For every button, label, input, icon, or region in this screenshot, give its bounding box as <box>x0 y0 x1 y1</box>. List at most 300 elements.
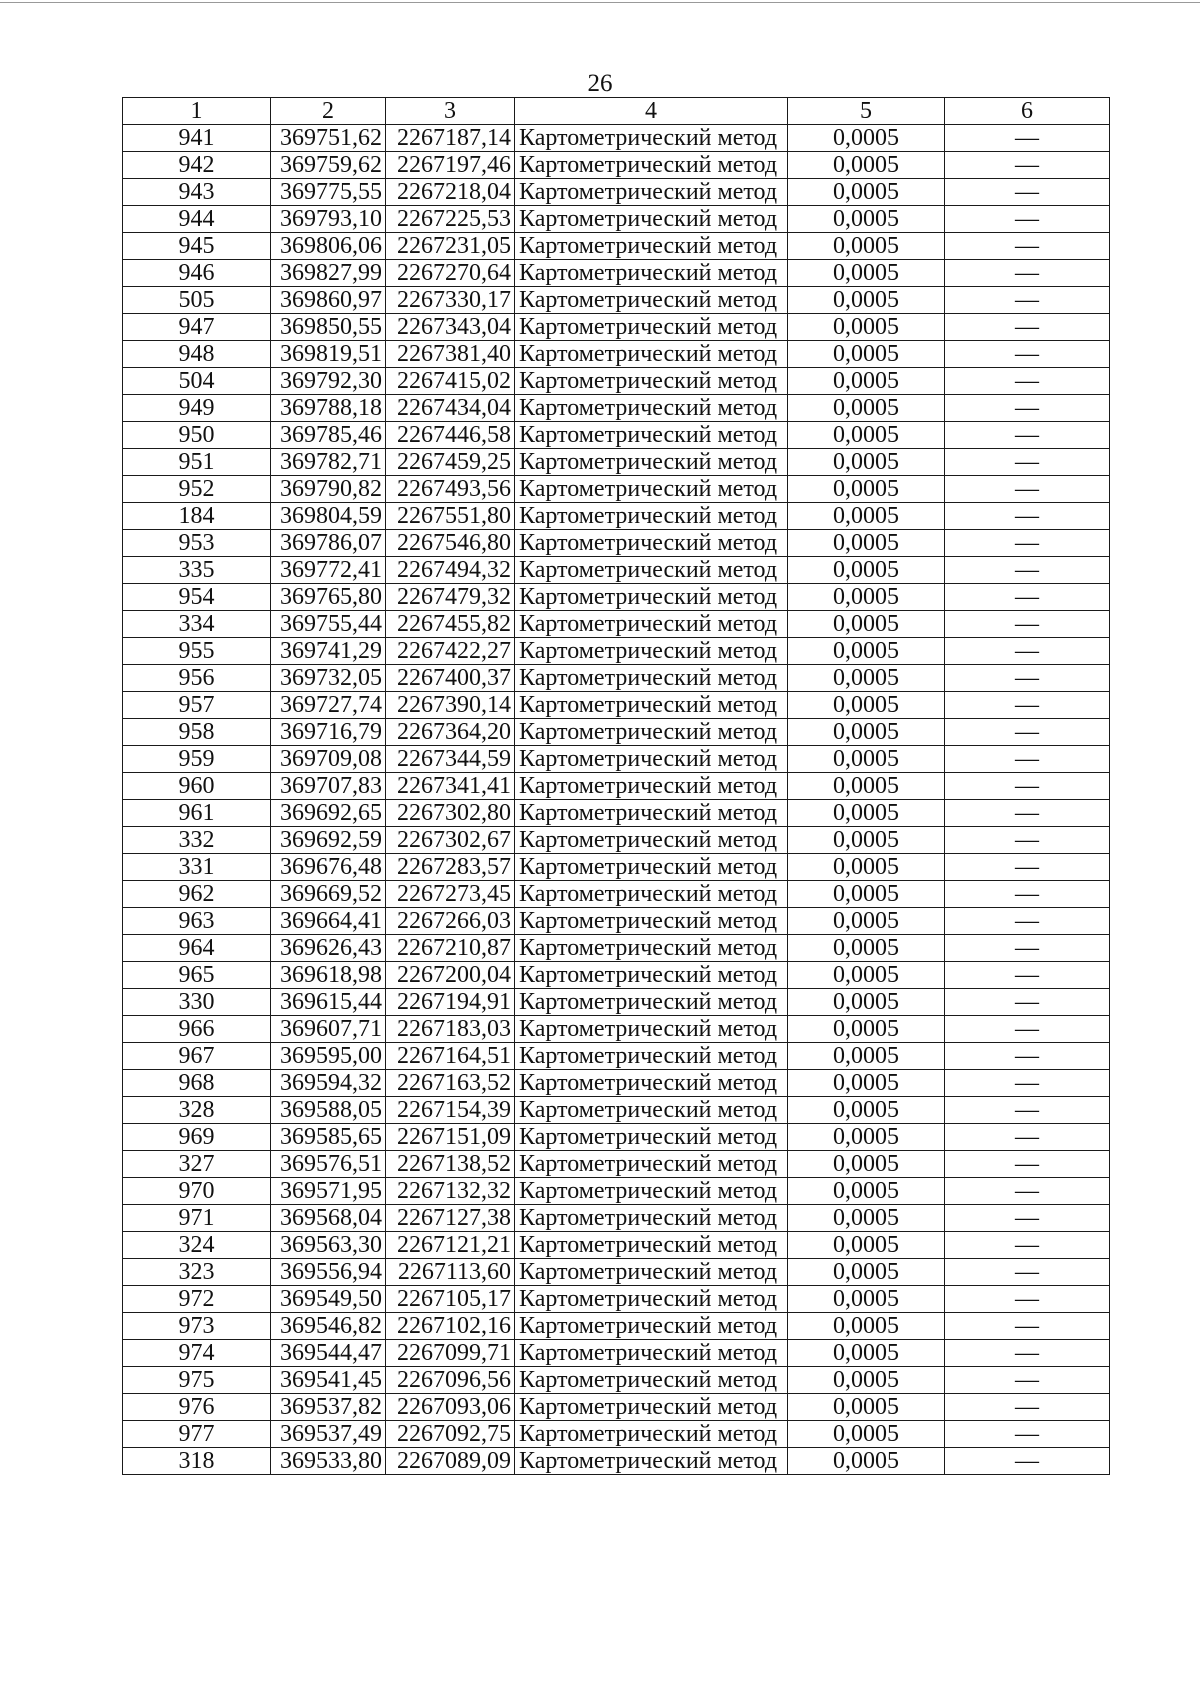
table-row <box>123 881 1110 908</box>
point-number-cell: 950 <box>123 422 271 449</box>
y-coordinate-cell: 2267197,46 <box>386 152 515 179</box>
note-cell: — <box>945 665 1110 692</box>
point-number-cell: 505 <box>123 287 271 314</box>
point-number-cell: 969 <box>123 1124 271 1151</box>
y-coordinate-cell: 2267493,56 <box>386 476 515 503</box>
accuracy-cell: 0,0005 <box>788 989 945 1016</box>
x-coordinate-cell: 369563,30 <box>271 1232 386 1259</box>
method-cell: Картометрический метод <box>515 503 788 530</box>
point-number-cell: 970 <box>123 1178 271 1205</box>
x-coordinate-cell: 369533,80 <box>271 1448 386 1475</box>
accuracy-cell: 0,0005 <box>788 1421 945 1448</box>
method-cell: Картометрический метод <box>515 1286 788 1313</box>
table-row <box>123 1232 1110 1259</box>
accuracy-cell: 0,0005 <box>788 503 945 530</box>
accuracy-cell: 0,0005 <box>788 1394 945 1421</box>
method-cell: Картометрический метод <box>515 422 788 449</box>
accuracy-cell: 0,0005 <box>788 611 945 638</box>
note-cell: — <box>945 1448 1110 1475</box>
accuracy-cell: 0,0005 <box>788 1043 945 1070</box>
table-row <box>123 935 1110 962</box>
method-cell: Картометрический метод <box>515 638 788 665</box>
accuracy-cell: 0,0005 <box>788 1232 945 1259</box>
y-coordinate-cell: 2267381,40 <box>386 341 515 368</box>
x-coordinate-cell: 369786,07 <box>271 530 386 557</box>
note-cell: — <box>945 638 1110 665</box>
y-coordinate-cell: 2267283,57 <box>386 854 515 881</box>
y-coordinate-cell: 2267546,80 <box>386 530 515 557</box>
method-cell: Картометрический метод <box>515 233 788 260</box>
note-cell: — <box>945 584 1110 611</box>
point-number-cell: 966 <box>123 1016 271 1043</box>
point-number-cell: 946 <box>123 260 271 287</box>
point-number-cell: 942 <box>123 152 271 179</box>
y-coordinate-cell: 2267551,80 <box>386 503 515 530</box>
table-row <box>123 314 1110 341</box>
table-row <box>123 611 1110 638</box>
table-body <box>123 125 1110 1475</box>
table-row <box>123 1259 1110 1286</box>
method-cell: Картометрический метод <box>515 800 788 827</box>
point-number-cell: 949 <box>123 395 271 422</box>
note-cell: — <box>945 206 1110 233</box>
y-coordinate-cell: 2267415,02 <box>386 368 515 395</box>
method-cell: Картометрический метод <box>515 314 788 341</box>
table-row <box>123 1448 1110 1475</box>
method-cell: Картометрический метод <box>515 1124 788 1151</box>
x-coordinate-cell: 369556,94 <box>271 1259 386 1286</box>
table-row <box>123 989 1110 1016</box>
y-coordinate-cell: 2267200,04 <box>386 962 515 989</box>
x-coordinate-cell: 369716,79 <box>271 719 386 746</box>
y-coordinate-cell: 2267341,41 <box>386 773 515 800</box>
y-coordinate-cell: 2267099,71 <box>386 1340 515 1367</box>
point-number-cell: 972 <box>123 1286 271 1313</box>
coordinates-table <box>122 97 1110 1475</box>
table-row <box>123 1286 1110 1313</box>
table-row <box>123 1070 1110 1097</box>
table-row <box>123 773 1110 800</box>
table-row <box>123 287 1110 314</box>
note-cell: — <box>945 557 1110 584</box>
accuracy-cell: 0,0005 <box>788 719 945 746</box>
point-number-cell: 973 <box>123 1313 271 1340</box>
accuracy-cell: 0,0005 <box>788 962 945 989</box>
note-cell: — <box>945 1313 1110 1340</box>
x-coordinate-cell: 369727,74 <box>271 692 386 719</box>
accuracy-cell: 0,0005 <box>788 773 945 800</box>
y-coordinate-cell: 2267231,05 <box>386 233 515 260</box>
method-cell: Картометрический метод <box>515 476 788 503</box>
table-row <box>123 395 1110 422</box>
table-row <box>123 1151 1110 1178</box>
point-number-cell: 945 <box>123 233 271 260</box>
note-cell: — <box>945 692 1110 719</box>
point-number-cell: 331 <box>123 854 271 881</box>
y-coordinate-cell: 2267455,82 <box>386 611 515 638</box>
table-row <box>123 962 1110 989</box>
point-number-cell: 977 <box>123 1421 271 1448</box>
point-number-cell: 953 <box>123 530 271 557</box>
x-coordinate-cell: 369772,41 <box>271 557 386 584</box>
accuracy-cell: 0,0005 <box>788 1367 945 1394</box>
accuracy-cell: 0,0005 <box>788 287 945 314</box>
method-cell: Картометрический метод <box>515 908 788 935</box>
accuracy-cell: 0,0005 <box>788 1124 945 1151</box>
note-cell: — <box>945 1178 1110 1205</box>
table-row <box>123 530 1110 557</box>
note-cell: — <box>945 1124 1110 1151</box>
table-row <box>123 800 1110 827</box>
point-number-cell: 976 <box>123 1394 271 1421</box>
note-cell: — <box>945 1421 1110 1448</box>
note-cell: — <box>945 1259 1110 1286</box>
point-number-cell: 335 <box>123 557 271 584</box>
note-cell: — <box>945 1205 1110 1232</box>
column-header-2: 2 <box>271 98 386 125</box>
table-row <box>123 692 1110 719</box>
method-cell: Картометрический метод <box>515 341 788 368</box>
note-cell: — <box>945 530 1110 557</box>
method-cell: Картометрический метод <box>515 611 788 638</box>
point-number-cell: 334 <box>123 611 271 638</box>
x-coordinate-cell: 369806,06 <box>271 233 386 260</box>
method-cell: Картометрический метод <box>515 287 788 314</box>
y-coordinate-cell: 2267494,32 <box>386 557 515 584</box>
point-number-cell: 956 <box>123 665 271 692</box>
x-coordinate-cell: 369759,62 <box>271 152 386 179</box>
method-cell: Картометрический метод <box>515 1259 788 1286</box>
method-cell: Картометрический метод <box>515 1205 788 1232</box>
table-row <box>123 827 1110 854</box>
point-number-cell: 332 <box>123 827 271 854</box>
x-coordinate-cell: 369692,65 <box>271 800 386 827</box>
note-cell: — <box>945 260 1110 287</box>
x-coordinate-cell: 369782,71 <box>271 449 386 476</box>
table-row <box>123 125 1110 152</box>
accuracy-cell: 0,0005 <box>788 1178 945 1205</box>
point-number-cell: 964 <box>123 935 271 962</box>
x-coordinate-cell: 369707,83 <box>271 773 386 800</box>
note-cell: — <box>945 233 1110 260</box>
y-coordinate-cell: 2267390,14 <box>386 692 515 719</box>
method-cell: Картометрический метод <box>515 962 788 989</box>
method-cell: Картометрический метод <box>515 1421 788 1448</box>
note-cell: — <box>945 1232 1110 1259</box>
y-coordinate-cell: 2267194,91 <box>386 989 515 1016</box>
method-cell: Картометрический метод <box>515 584 788 611</box>
accuracy-cell: 0,0005 <box>788 881 945 908</box>
note-cell: — <box>945 1097 1110 1124</box>
y-coordinate-cell: 2267163,52 <box>386 1070 515 1097</box>
method-cell: Картометрический метод <box>515 773 788 800</box>
note-cell: — <box>945 908 1110 935</box>
x-coordinate-cell: 369827,99 <box>271 260 386 287</box>
point-number-cell: 318 <box>123 1448 271 1475</box>
method-cell: Картометрический метод <box>515 1097 788 1124</box>
method-cell: Картометрический метод <box>515 1232 788 1259</box>
note-cell: — <box>945 773 1110 800</box>
y-coordinate-cell: 2267434,04 <box>386 395 515 422</box>
x-coordinate-cell: 369676,48 <box>271 854 386 881</box>
method-cell: Картометрический метод <box>515 1394 788 1421</box>
x-coordinate-cell: 369785,46 <box>271 422 386 449</box>
note-cell: — <box>945 854 1110 881</box>
table-row <box>123 1043 1110 1070</box>
table-row <box>123 638 1110 665</box>
note-cell: — <box>945 152 1110 179</box>
y-coordinate-cell: 2267400,37 <box>386 665 515 692</box>
note-cell: — <box>945 125 1110 152</box>
method-cell: Картометрический метод <box>515 206 788 233</box>
note-cell: — <box>945 449 1110 476</box>
y-coordinate-cell: 2267210,87 <box>386 935 515 962</box>
method-cell: Картометрический метод <box>515 1016 788 1043</box>
point-number-cell: 974 <box>123 1340 271 1367</box>
page-number: 26 <box>587 70 613 97</box>
method-cell: Картометрический метод <box>515 1367 788 1394</box>
method-cell: Картометрический метод <box>515 557 788 584</box>
accuracy-cell: 0,0005 <box>788 341 945 368</box>
point-number-cell: 184 <box>123 503 271 530</box>
point-number-cell: 959 <box>123 746 271 773</box>
point-number-cell: 957 <box>123 692 271 719</box>
point-number-cell: 967 <box>123 1043 271 1070</box>
note-cell: — <box>945 179 1110 206</box>
table-row <box>123 1178 1110 1205</box>
y-coordinate-cell: 2267273,45 <box>386 881 515 908</box>
method-cell: Картометрический метод <box>515 1448 788 1475</box>
method-cell: Картометрический метод <box>515 260 788 287</box>
y-coordinate-cell: 2267225,53 <box>386 206 515 233</box>
point-number-cell: 971 <box>123 1205 271 1232</box>
x-coordinate-cell: 369607,71 <box>271 1016 386 1043</box>
note-cell: — <box>945 1394 1110 1421</box>
x-coordinate-cell: 369775,55 <box>271 179 386 206</box>
accuracy-cell: 0,0005 <box>788 638 945 665</box>
method-cell: Картометрический метод <box>515 1043 788 1070</box>
accuracy-cell: 0,0005 <box>788 1259 945 1286</box>
y-coordinate-cell: 2267343,04 <box>386 314 515 341</box>
table-row <box>123 1124 1110 1151</box>
point-number-cell: 961 <box>123 800 271 827</box>
table-row <box>123 449 1110 476</box>
table-row <box>123 1313 1110 1340</box>
x-coordinate-cell: 369594,32 <box>271 1070 386 1097</box>
x-coordinate-cell: 369571,95 <box>271 1178 386 1205</box>
method-cell: Картометрический метод <box>515 692 788 719</box>
note-cell: — <box>945 746 1110 773</box>
x-coordinate-cell: 369850,55 <box>271 314 386 341</box>
point-number-cell: 958 <box>123 719 271 746</box>
method-cell: Картометрический метод <box>515 827 788 854</box>
note-cell: — <box>945 1286 1110 1313</box>
method-cell: Картометрический метод <box>515 719 788 746</box>
x-coordinate-cell: 369626,43 <box>271 935 386 962</box>
y-coordinate-cell: 2267344,59 <box>386 746 515 773</box>
method-cell: Картометрический метод <box>515 530 788 557</box>
x-coordinate-cell: 369788,18 <box>271 395 386 422</box>
x-coordinate-cell: 369751,62 <box>271 125 386 152</box>
method-cell: Картометрический метод <box>515 368 788 395</box>
point-number-cell: 951 <box>123 449 271 476</box>
point-number-cell: 963 <box>123 908 271 935</box>
method-cell: Картометрический метод <box>515 125 788 152</box>
accuracy-cell: 0,0005 <box>788 800 945 827</box>
note-cell: — <box>945 1043 1110 1070</box>
point-number-cell: 952 <box>123 476 271 503</box>
note-cell: — <box>945 287 1110 314</box>
note-cell: — <box>945 719 1110 746</box>
x-coordinate-cell: 369537,82 <box>271 1394 386 1421</box>
table-row <box>123 503 1110 530</box>
method-cell: Картометрический метод <box>515 395 788 422</box>
accuracy-cell: 0,0005 <box>788 1313 945 1340</box>
x-coordinate-cell: 369585,65 <box>271 1124 386 1151</box>
table-row <box>123 422 1110 449</box>
note-cell: — <box>945 1070 1110 1097</box>
accuracy-cell: 0,0005 <box>788 935 945 962</box>
note-cell: — <box>945 395 1110 422</box>
table-row <box>123 854 1110 881</box>
note-cell: — <box>945 611 1110 638</box>
x-coordinate-cell: 369669,52 <box>271 881 386 908</box>
table-header <box>123 98 1110 125</box>
method-cell: Картометрический метод <box>515 1340 788 1367</box>
x-coordinate-cell: 369595,00 <box>271 1043 386 1070</box>
method-cell: Картометрический метод <box>515 152 788 179</box>
table-row <box>123 1421 1110 1448</box>
table-row <box>123 368 1110 395</box>
point-number-cell: 941 <box>123 125 271 152</box>
point-number-cell: 955 <box>123 638 271 665</box>
method-cell: Картометрический метод <box>515 449 788 476</box>
x-coordinate-cell: 369576,51 <box>271 1151 386 1178</box>
point-number-cell: 968 <box>123 1070 271 1097</box>
y-coordinate-cell: 2267266,03 <box>386 908 515 935</box>
y-coordinate-cell: 2267096,56 <box>386 1367 515 1394</box>
table-row <box>123 908 1110 935</box>
accuracy-cell: 0,0005 <box>788 584 945 611</box>
note-cell: — <box>945 1016 1110 1043</box>
x-coordinate-cell: 369819,51 <box>271 341 386 368</box>
column-header-3: 3 <box>386 98 515 125</box>
point-number-cell: 962 <box>123 881 271 908</box>
table-row <box>123 152 1110 179</box>
note-cell: — <box>945 1340 1110 1367</box>
x-coordinate-cell: 369709,08 <box>271 746 386 773</box>
x-coordinate-cell: 369588,05 <box>271 1097 386 1124</box>
accuracy-cell: 0,0005 <box>788 125 945 152</box>
note-cell: — <box>945 422 1110 449</box>
point-number-cell: 504 <box>123 368 271 395</box>
point-number-cell: 944 <box>123 206 271 233</box>
x-coordinate-cell: 369755,44 <box>271 611 386 638</box>
accuracy-cell: 0,0005 <box>788 233 945 260</box>
method-cell: Картометрический метод <box>515 881 788 908</box>
accuracy-cell: 0,0005 <box>788 1205 945 1232</box>
x-coordinate-cell: 369618,98 <box>271 962 386 989</box>
column-header-5: 5 <box>788 98 945 125</box>
column-header-4: 4 <box>515 98 788 125</box>
y-coordinate-cell: 2267132,32 <box>386 1178 515 1205</box>
accuracy-cell: 0,0005 <box>788 1448 945 1475</box>
table-row <box>123 233 1110 260</box>
point-number-cell: 328 <box>123 1097 271 1124</box>
x-coordinate-cell: 369541,45 <box>271 1367 386 1394</box>
table-row <box>123 1394 1110 1421</box>
x-coordinate-cell: 369549,50 <box>271 1286 386 1313</box>
x-coordinate-cell: 369790,82 <box>271 476 386 503</box>
note-cell: — <box>945 1151 1110 1178</box>
method-cell: Картометрический метод <box>515 1151 788 1178</box>
y-coordinate-cell: 2267092,75 <box>386 1421 515 1448</box>
method-cell: Картометрический метод <box>515 1178 788 1205</box>
x-coordinate-cell: 369860,97 <box>271 287 386 314</box>
y-coordinate-cell: 2267187,14 <box>386 125 515 152</box>
note-cell: — <box>945 962 1110 989</box>
method-cell: Картометрический метод <box>515 746 788 773</box>
note-cell: — <box>945 503 1110 530</box>
point-number-cell: 948 <box>123 341 271 368</box>
accuracy-cell: 0,0005 <box>788 746 945 773</box>
point-number-cell: 975 <box>123 1367 271 1394</box>
accuracy-cell: 0,0005 <box>788 1070 945 1097</box>
point-number-cell: 947 <box>123 314 271 341</box>
accuracy-cell: 0,0005 <box>788 1286 945 1313</box>
accuracy-cell: 0,0005 <box>788 179 945 206</box>
point-number-cell: 323 <box>123 1259 271 1286</box>
y-coordinate-cell: 2267138,52 <box>386 1151 515 1178</box>
x-coordinate-cell: 369741,29 <box>271 638 386 665</box>
column-header-1: 1 <box>123 98 271 125</box>
y-coordinate-cell: 2267479,32 <box>386 584 515 611</box>
table-row <box>123 179 1110 206</box>
y-coordinate-cell: 2267102,16 <box>386 1313 515 1340</box>
accuracy-cell: 0,0005 <box>788 665 945 692</box>
x-coordinate-cell: 369546,82 <box>271 1313 386 1340</box>
y-coordinate-cell: 2267302,80 <box>386 800 515 827</box>
x-coordinate-cell: 369792,30 <box>271 368 386 395</box>
x-coordinate-cell: 369537,49 <box>271 1421 386 1448</box>
accuracy-cell: 0,0005 <box>788 530 945 557</box>
table-row <box>123 341 1110 368</box>
table-row <box>123 1097 1110 1124</box>
point-number-cell: 960 <box>123 773 271 800</box>
accuracy-cell: 0,0005 <box>788 854 945 881</box>
x-coordinate-cell: 369544,47 <box>271 1340 386 1367</box>
column-header-6: 6 <box>945 98 1110 125</box>
y-coordinate-cell: 2267446,58 <box>386 422 515 449</box>
y-coordinate-cell: 2267151,09 <box>386 1124 515 1151</box>
table-row <box>123 584 1110 611</box>
table-row <box>123 746 1110 773</box>
x-coordinate-cell: 369692,59 <box>271 827 386 854</box>
accuracy-cell: 0,0005 <box>788 908 945 935</box>
table-row <box>123 665 1110 692</box>
note-cell: — <box>945 314 1110 341</box>
point-number-cell: 324 <box>123 1232 271 1259</box>
x-coordinate-cell: 369804,59 <box>271 503 386 530</box>
note-cell: — <box>945 989 1110 1016</box>
accuracy-cell: 0,0005 <box>788 1151 945 1178</box>
method-cell: Картометрический метод <box>515 1070 788 1097</box>
accuracy-cell: 0,0005 <box>788 692 945 719</box>
method-cell: Картометрический метод <box>515 935 788 962</box>
accuracy-cell: 0,0005 <box>788 368 945 395</box>
method-cell: Картометрический метод <box>515 179 788 206</box>
x-coordinate-cell: 369664,41 <box>271 908 386 935</box>
